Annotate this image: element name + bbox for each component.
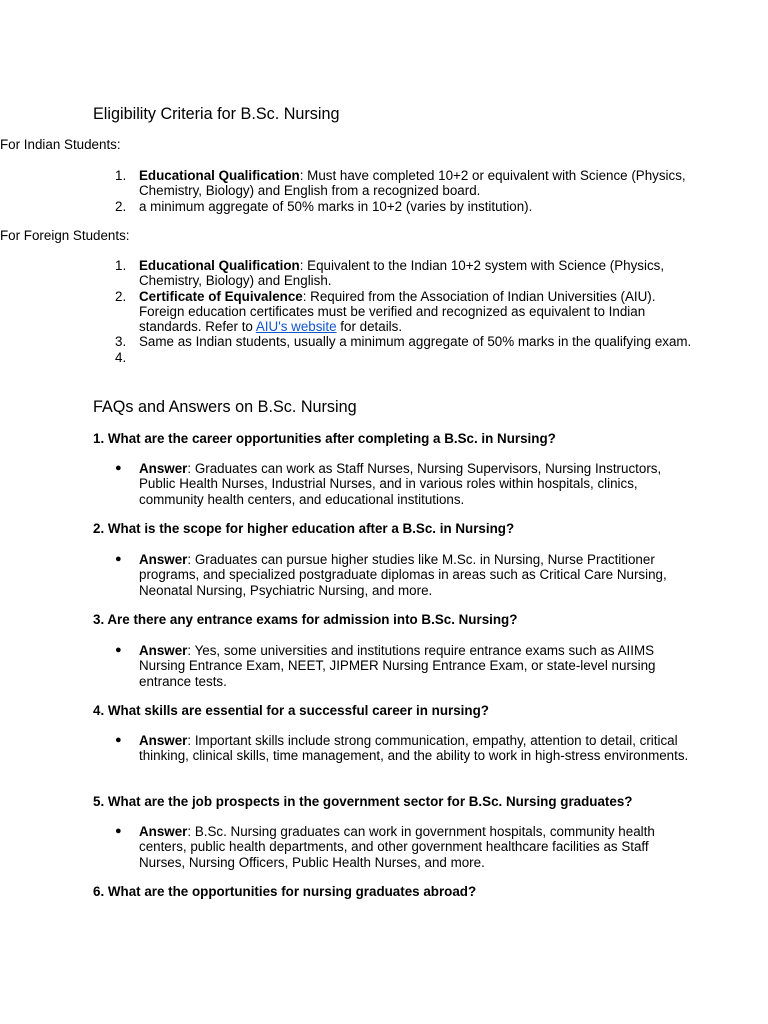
list-item: 4. bbox=[115, 349, 127, 365]
faq-answer: ● Answer: Yes, some universities and institutions require entrance exams such as AIIMS Nursing Entrance Exam, NEET, JIPMER Nursing Entrance Exam, or state-level nursing entrance tests. bbox=[115, 643, 656, 689]
faq-answer-list bbox=[93, 824, 693, 870]
foreign-students-heading: For Foreign Students: bbox=[0, 228, 130, 243]
faq-answer: ● Answer: B.Sc. Nursing graduates can work in government hospitals, community health centers, public health departments, and other government healthcare facilities as Staff Nurses, Nursing Officers, Public Health Nurses, and more. bbox=[115, 824, 655, 870]
bullet-icon: ● bbox=[115, 734, 122, 746]
aiu-website-link[interactable]: AIU's website bbox=[255, 319, 337, 335]
faq-question: 5. What are the job prospects in the government sector for B.Sc. Nursing graduates? bbox=[93, 794, 633, 809]
faq-answer: ● Answer: Graduates can work as Staff Nurses, Nursing Supervisors, Nursing Instructors, Public Health Nurses, Industrial Nurses, and in various roles within hospitals, clinics, community health centers, and educational institutions. bbox=[115, 461, 662, 507]
faq-question: 3. Are there any entrance exams for admission into B.Sc. Nursing? bbox=[93, 612, 518, 627]
foreign-criteria-list bbox=[93, 258, 693, 365]
faqs-heading: FAQs and Answers on B.Sc. Nursing bbox=[93, 398, 357, 416]
faq-question: 6. What are the opportunities for nursing graduates abroad? bbox=[93, 884, 477, 899]
faq-question: 1. What are the career opportunities after completing a B.Sc. in Nursing? bbox=[93, 431, 556, 446]
eligibility-heading: Eligibility Criteria for B.Sc. Nursing bbox=[93, 105, 340, 123]
faq-answer-list bbox=[93, 643, 693, 689]
faq-answer-list bbox=[93, 733, 693, 764]
faq-question: 2. What is the scope for higher education after a B.Sc. in Nursing? bbox=[93, 521, 515, 536]
bullet-icon: ● bbox=[115, 462, 122, 474]
indian-students-heading: For Indian Students: bbox=[0, 137, 121, 152]
indian-criteria-list bbox=[93, 168, 693, 214]
faq-answer: ● Answer: Important skills include strong communication, empathy, attention to detail, critical thinking, clinical skills, time management, and the ability to work in high-stress environments. bbox=[115, 733, 689, 764]
faq-answer-list bbox=[93, 461, 693, 507]
faq-question: 4. What skills are essential for a successful career in nursing? bbox=[93, 703, 489, 718]
faq-answer-list bbox=[93, 552, 693, 598]
list-item: 2. a minimum aggregate of 50% marks in 10+2 (varies by institution). bbox=[115, 198, 533, 214]
faq-answer: ● Answer: Graduates can pursue higher studies like M.Sc. in Nursing, Nurse Practitioner programs, and specialized postgraduate diplomas in areas such as Critical Care Nursing, Neonatal Nursing, Psychiatric Nursing, and more. bbox=[115, 552, 667, 598]
list-item: 1. Educational Qualification: Must have completed 10+2 or equivalent with Science (Physics, Chemistry, Biology) and English from a recognized board. bbox=[115, 168, 686, 199]
bullet-icon: ● bbox=[115, 644, 122, 656]
list-item: 2. Certificate of Equivalence: Required from the Association of Indian Universities (AIU). Foreign education certificates must be verified and recognized as equivalent to Indian standards. Refer to AIU's website for details. bbox=[115, 288, 656, 335]
list-item: 3. Same as Indian students, usually a minimum aggregate of 50% marks in the qualifying exam. bbox=[115, 334, 692, 350]
bullet-icon: ● bbox=[115, 825, 122, 837]
list-item: 1. Educational Qualification: Equivalent to the Indian 10+2 system with Science (Physics, Chemistry, Biology) and English. bbox=[115, 258, 665, 289]
bullet-icon: ● bbox=[115, 553, 122, 565]
